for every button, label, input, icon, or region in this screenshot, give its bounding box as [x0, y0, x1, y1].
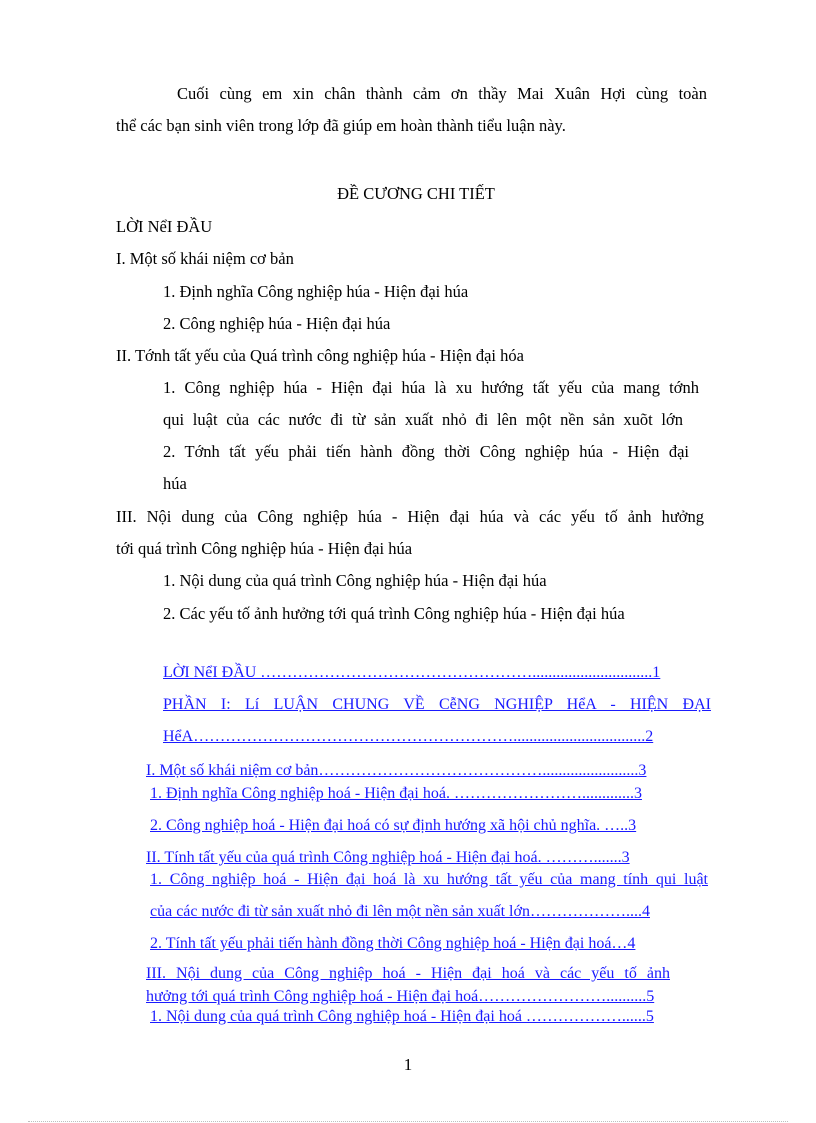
outline-item: 1. Công nghiệp húa - Hiện đại húa là xu hướng tất yếu của mang tớnh [163, 378, 699, 397]
toc-entry-2-2[interactable]: 2. Tính tất yếu phải tiến hành đồng thời Công nghiệp hoá - Hiện đại hoá…4 [150, 935, 636, 952]
toc-entry-2-1-cont[interactable]: của các nước đi từ sản xuất nhỏ đi lên một nền sản xuất lớn………………....4 [150, 903, 650, 920]
toc-entry-1-2[interactable]: 2. Công nghiệp hoá - Hiện đại hoá có sự định hướng xã hội chủ nghĩa. …..3 [150, 817, 637, 834]
outline-item: 1. Định nghĩa Công nghiệp húa - Hiện đại húa [163, 282, 469, 301]
outline-item: húa [163, 474, 187, 493]
outline-title: ĐỀ CƯƠNG CHI TIẾT [337, 184, 495, 203]
outline-item: 2. Các yếu tố ảnh hưởng tới quá trình Công nghiệp húa - Hiện đại húa [163, 604, 625, 623]
toc-entry-1-1[interactable]: 1. Định nghĩa Công nghiệp hoá - Hiện đại hoá. …………………….............3 [150, 785, 642, 802]
outline-item: qui luật của các nước đi từ sản xuất nhỏ đi lên một nền sản xuõt lớn [163, 410, 683, 429]
toc-entry-part-1-cont[interactable]: HểA…………………………………………………….................................2 [163, 728, 654, 745]
outline-item: 2. Công nghiệp húa - Hiện đại húa [163, 314, 391, 333]
toc-entry-section-1[interactable]: I. Một số khái niệm cơ bản……………………………………........................3 [146, 762, 647, 779]
acknowledgement-line-1: Cuối cùng em xin chân thành cảm ơn thầy Mai Xuân Hợi cùng toàn [177, 84, 707, 103]
toc-entry-section-3-cont[interactable]: hưởng tới quá trình Công nghiệp hoá - Hiện đại hoá……………………..........5 [146, 988, 655, 1005]
toc-entry-section-2[interactable]: II. Tính tất yếu của quá trình Công nghiệp hoá - Hiện đại hoá. ……….......3 [146, 849, 630, 866]
outline-item: 1. Nội dung của quá trình Công nghiệp húa - Hiện đại húa [163, 571, 547, 590]
outline-item: III. Nội dung của Công nghiệp húa - Hiện đại húa và các yếu tố ảnh hưởng [116, 507, 704, 526]
toc-entry-preface[interactable]: LỜI NểI ĐẦU ……………………………………………..............................1 [163, 664, 661, 681]
outline-item: tới quá trình Công nghiệp húa - Hiện đại húa [116, 539, 413, 558]
outline-item: LỜI NểI ĐẦU [116, 217, 213, 236]
toc-entry-part-1[interactable]: PHẦN I: Lí LUẬN CHUNG VỀ CễNG NGHIỆP HểA - HIỆN ĐẠI [163, 696, 711, 713]
acknowledgement-line-2: thể các bạn sinh viên trong lớp đã giúp em hoàn thành tiểu luận này. [116, 116, 566, 135]
toc-entry-section-3[interactable]: III. Nội dung của Công nghiệp hoá - Hiện đại hoá và các yếu tố ảnh [146, 965, 670, 982]
outline-item: 2. Tớnh tất yếu phải tiến hành đồng thời Công nghiệp húa - Hiện đại [163, 442, 689, 461]
page-number: 1 [403, 1055, 413, 1074]
toc-entry-2-1[interactable]: 1. Công nghiệp hoá - Hiện đại hoá là xu hướng tất yếu của mang tính qui luật [150, 871, 708, 888]
toc-entry-3-1[interactable]: 1. Nội dung của quá trình Công nghiệp hoá - Hiện đại hoá ………………......5 [150, 1008, 654, 1025]
page-bottom-divider [28, 1121, 788, 1122]
outline-item: II. Tớnh tất yếu của Quá trình công nghiệp húa - Hiện đại hóa [116, 346, 524, 365]
outline-item: I. Một số khái niệm cơ bản [116, 249, 294, 268]
